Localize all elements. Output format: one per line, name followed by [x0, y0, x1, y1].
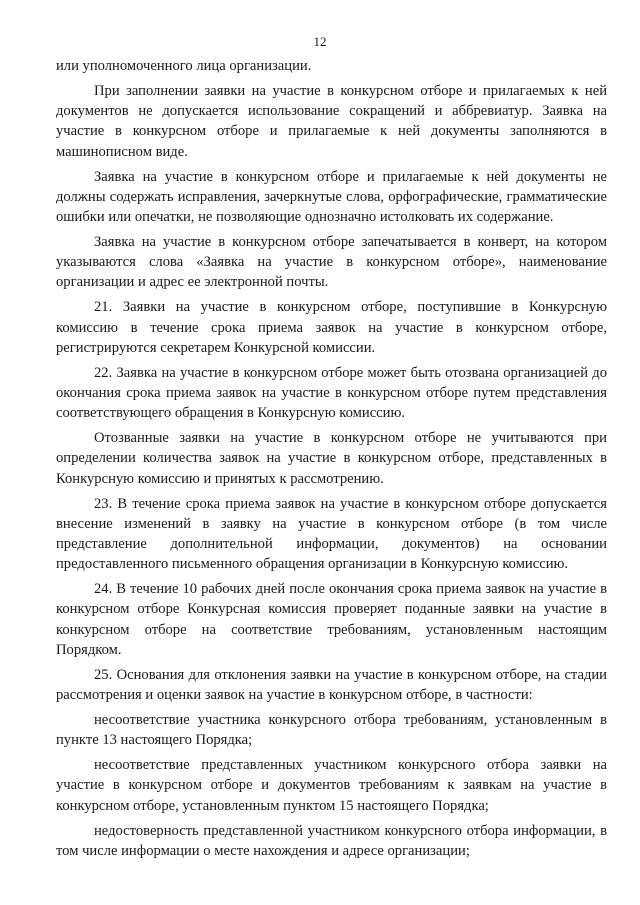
paragraph-item-25: 25. Основания для отклонения заявки на участие в конкурсном отборе, на стадии рассмотрения и оценки заявок на участие в конкурсном отборе, в частности: [56, 666, 607, 704]
paragraph-corrections: Заявка на участие в конкурсном отборе и прилагаемые к ней документы не должны содержать исправления, зачеркнутые слова, орфографические, грамматические ошибки или опечатки, не позволяющие однозначно истолковать их содержание. [56, 168, 607, 226]
paragraph-withdrawn: Отозванные заявки на участие в конкурсном отборе не учитываются при определении количества заявок на участие в конкурсном отборе, представленных в Конкурсную комиссию и принятых к рассмотрению. [56, 430, 607, 487]
paragraph-item-24: 24. В течение 10 рабочих дней после окончания срока приема заявок на участие в конкурсном отборе Конкурсная комиссия проверяет поданные заявки на участие в конкурсном отборе на соответствие требованиям, установленным настоящим Порядком. [56, 581, 607, 658]
document-body [56, 56, 607, 866]
paragraph-item-22: 22. Заявка на участие в конкурсном отборе может быть отозвана организацией до окончания срока приема заявок на участие в конкурсном отборе путем представления соответствующего обращения в Конкурсную комиссию. [56, 364, 607, 422]
paragraph-item-21: 21. Заявки на участие в конкурсном отборе, поступившие в Конкурсную комиссию в течение срока приема заявок на участие в конкурсном отборе, регистрируются секретарем Конкурсной комиссии. [56, 299, 607, 356]
paragraph-abbreviations: При заполнении заявки на участие в конкурсном отборе и прилагаемых к ней документов не допускается использование сокращений и аббревиатур. Заявка на участие в конкурсном отборе и прилагаемые к ней документы заполняются в машинописном виде. [56, 83, 607, 160]
paragraph-item-23: 23. В течение срока приема заявок на участие в конкурсном отборе допускается внесение изменений в заявку на участие в конкурсном отборе (в том числе представление дополнительной информации, документов) на основании предоставленного письменного обращения организации в Конкурсную комиссию. [56, 495, 607, 573]
paragraph-continuation: или уполномоченного лица организации. [56, 58, 312, 74]
paragraph-ground-3: недостоверность представленной участником конкурсного отбора информации, в том числе информации о месте нахождения и адресе организации; [56, 822, 607, 859]
paragraph-ground-1: несоответствие участника конкурсного отбора требованиям, установленным в пункте 13 настоящего Порядка; [56, 712, 607, 749]
paragraph-envelope: Заявка на участие в конкурсном отборе запечатывается в конверт, на котором указываются слова «Заявка на участие в конкурсном отборе», наименование организации и адрес ее электронной почты. [56, 234, 607, 291]
paragraph-ground-2: несоответствие представленных участником конкурсного отбора заявки на участие в конкурсном отборе и документов требованиям к заявкам на участие в конкурсном отборе, установленным пунктом 15 настоящего Порядка; [56, 757, 607, 814]
page-number: 12 [313, 34, 327, 49]
